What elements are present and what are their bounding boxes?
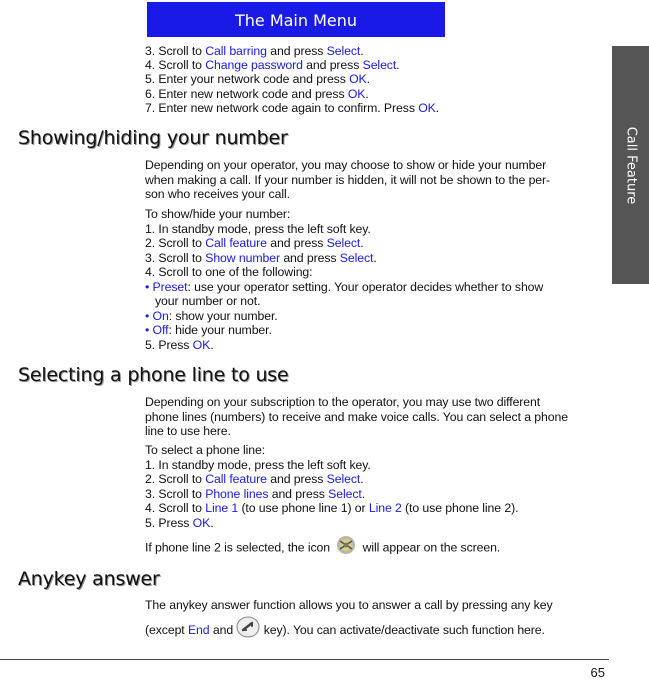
chapter-side-tab [612, 46, 649, 284]
end-key-icon [236, 616, 260, 645]
bullet: • [145, 279, 150, 294]
step-line: 4. Scroll to Change password and press Select. [145, 58, 400, 72]
section-body: (except End and key). You can activate/deactivate such function here. [145, 616, 545, 645]
step-line: 6. Enter new network code and press OK. [145, 87, 369, 101]
line-2-icon [333, 535, 359, 561]
section-body: The anykey answer function allows you to answer a call by pressing any key [145, 598, 553, 612]
step-line: 5. Enter your network code and press OK. [145, 72, 370, 86]
instruction-list: To select a phone line: 1. In standby mode, press the left soft key. 2. Scroll to Call feature and press Select. 3. Scroll to Phone lines and press Select. 4. Scroll to Line 1 (to use phone line 1) or Line 2 (to use phone line 2). 5. Press OK. [145, 443, 519, 530]
page-number: 65 [590, 665, 605, 680]
side-tab-label: Call Feature [623, 126, 638, 204]
footer-rule [0, 659, 609, 660]
section-body: Depending on your subscription to the operator, you may use two different phone lines (numbers) to receive and make voice calls. You can select a phone line to use here. [145, 395, 568, 438]
bullet: • [145, 323, 150, 337]
section-heading-phone-line: Selecting a phone line to use [18, 364, 289, 386]
step-line: 7. Enter new network code again to confirm. Press OK. [145, 101, 440, 115]
bullet: • [145, 308, 150, 323]
step-line: 3. Scroll to Call barring and press Select. [145, 44, 364, 58]
section-heading-show-number: Showing/hiding your number [18, 127, 288, 149]
chapter-header: The Main Menu [147, 2, 445, 37]
note-line: If phone line 2 is selected, the icon will appear on the screen. [145, 535, 500, 561]
section-heading-anykey: Anykey answer [18, 568, 160, 590]
section-body: Depending on your operator, you may choose to show or hide your number when making a call. If your number is hidden, it will not be shown to the per- son who receives your call. [145, 158, 551, 201]
instruction-list: To show/hide your number: 1. In standby mode, press the left soft key. 2. Scroll to Call feature and press Select. 3. Scroll to Show number and press Select. 4. Scroll to one of the following: • Preset: use your operator setting. Your operator decides whether to show your number or not. • On: show your number. • Off: hide your number. 5. Press OK. [145, 207, 544, 352]
